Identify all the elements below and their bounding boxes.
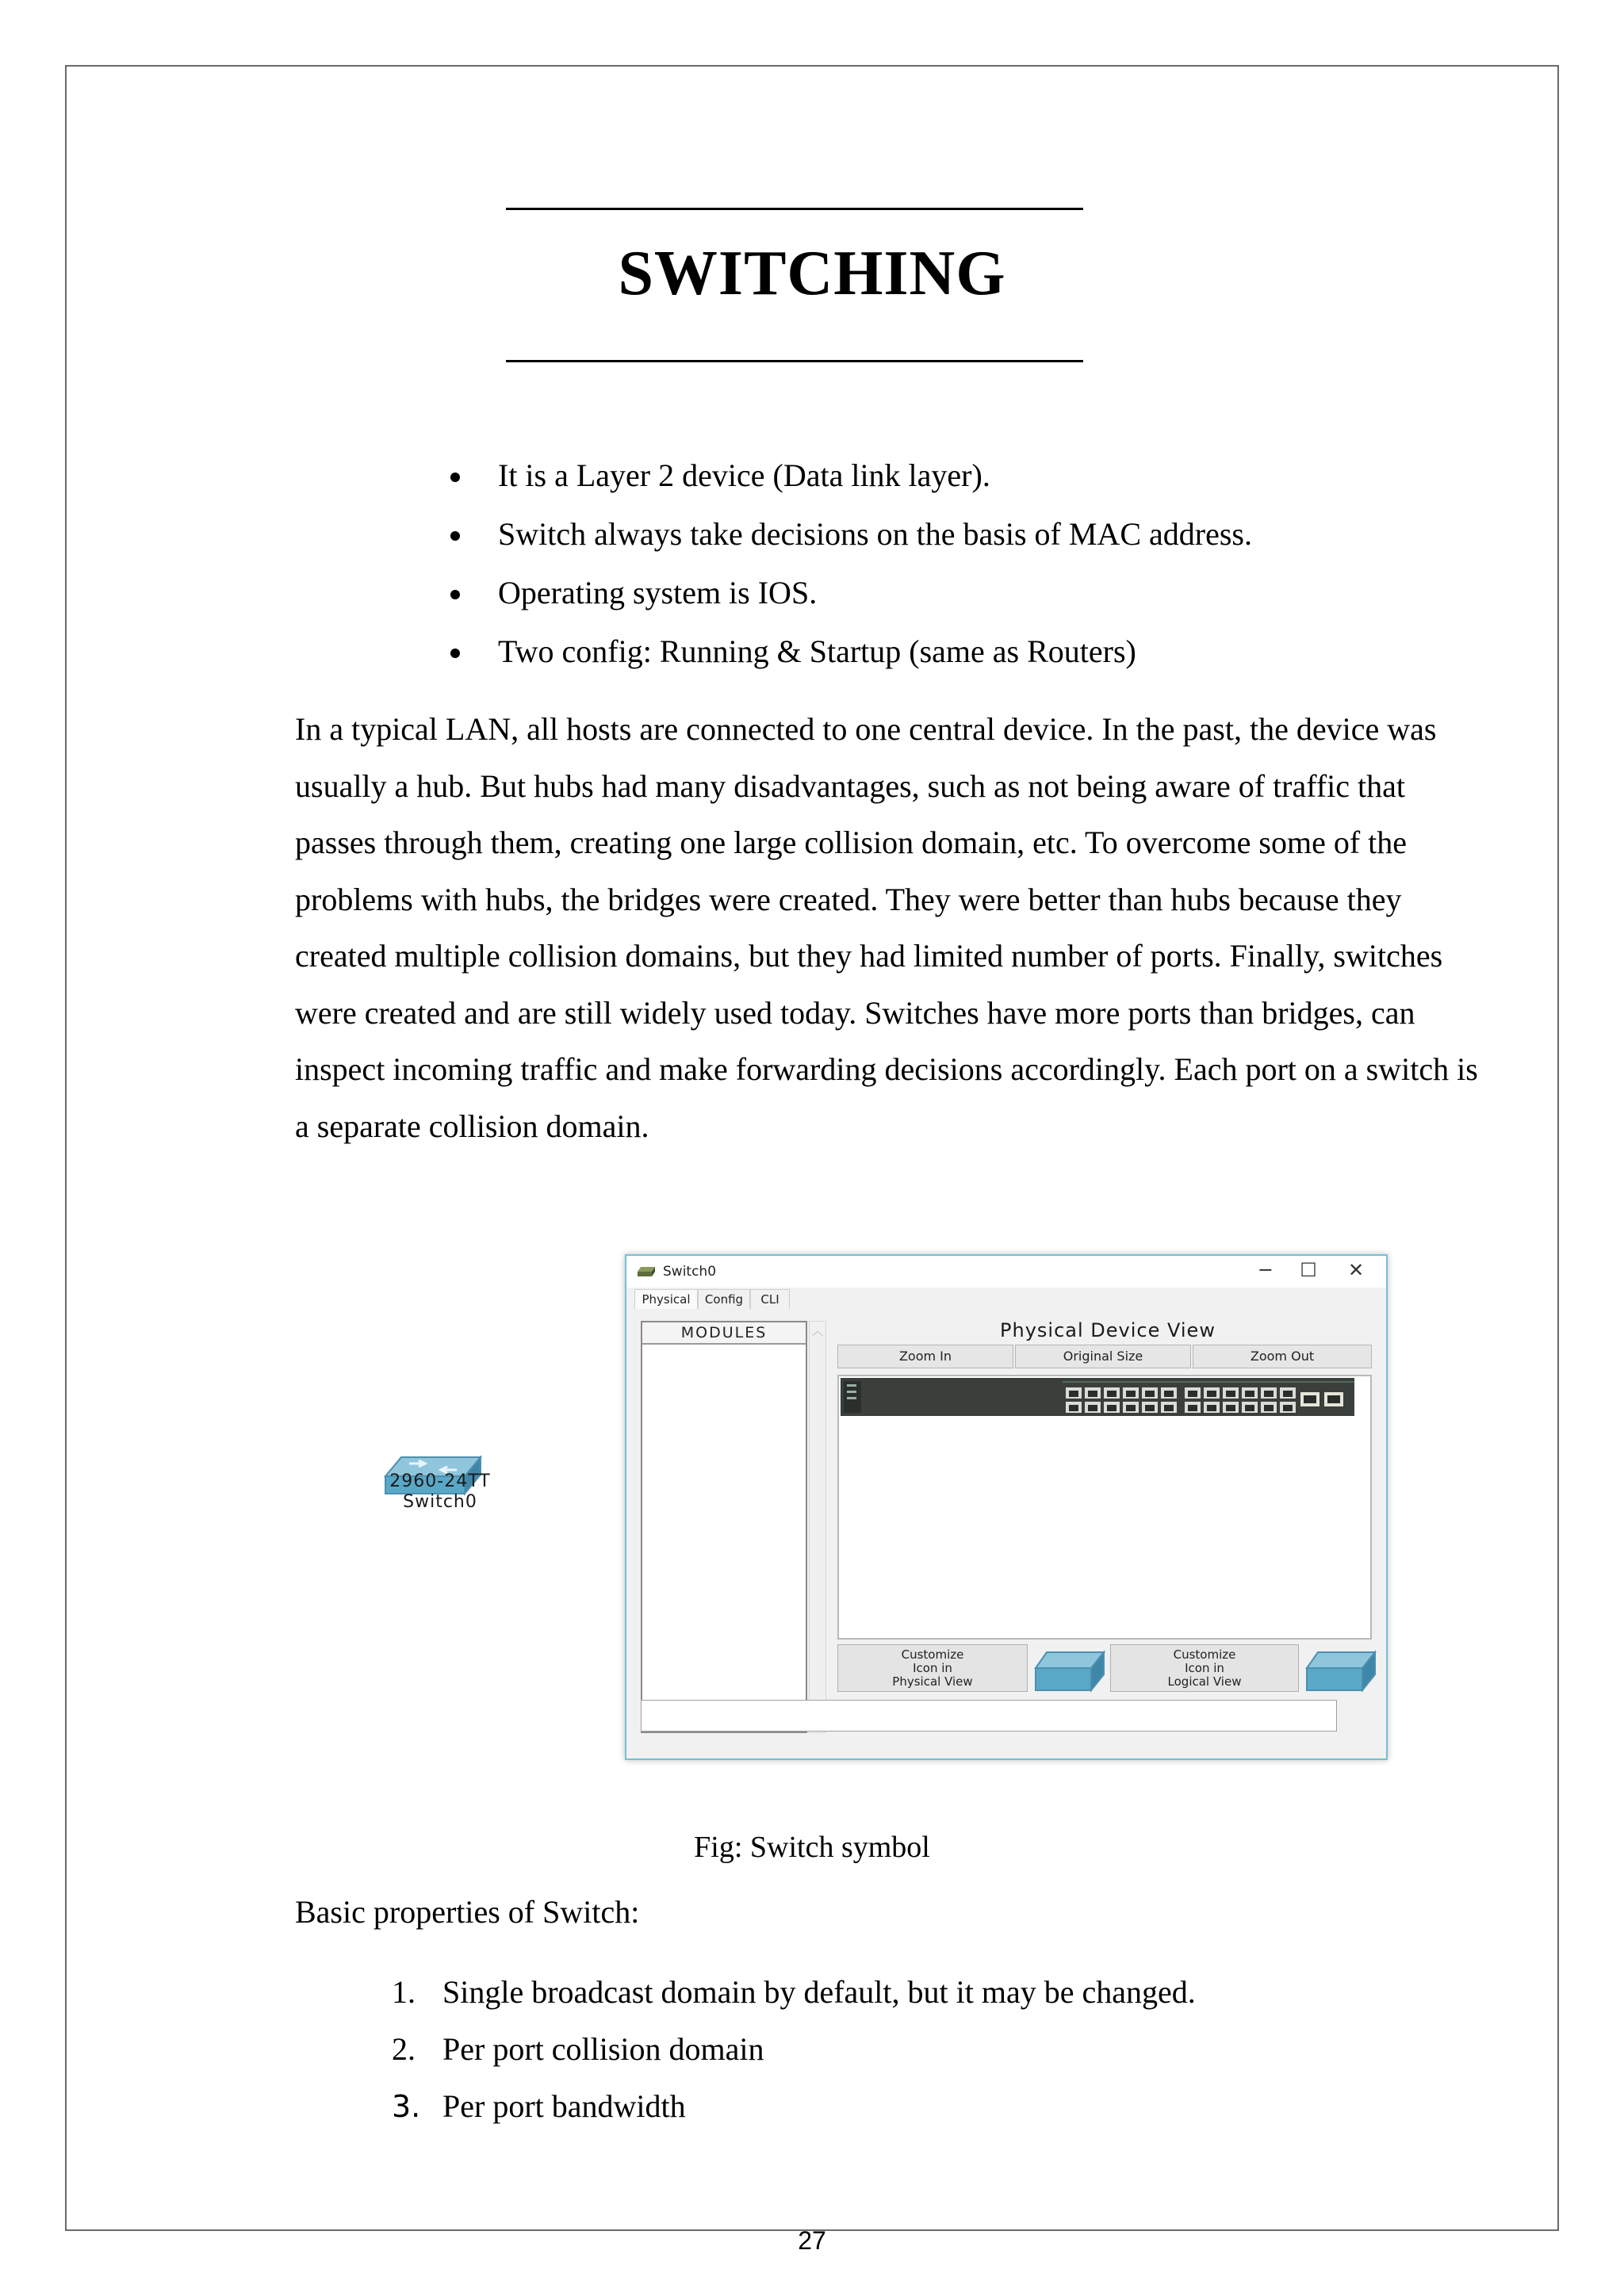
property-item: 1. Single broadcast domain by default, but it may be changed. — [392, 1974, 1196, 2010]
physical-switch-icon — [1034, 1646, 1105, 1693]
switch-model-label: 2960-24TT — [389, 1471, 491, 1491]
port-socket — [1304, 1395, 1316, 1403]
status-led — [847, 1397, 856, 1399]
physical-view-canvas[interactable] — [837, 1375, 1372, 1640]
intro-paragraph — [295, 701, 1532, 1154]
paragraph-line: usually a hub. But hubs had many disadvantages, such as not being aware of traffic that — [295, 767, 1406, 804]
zoom-out-button[interactable]: Zoom Out — [1193, 1345, 1372, 1368]
tab-config[interactable]: Config — [698, 1289, 750, 1309]
port-socket — [1145, 1405, 1155, 1411]
port-socket — [1283, 1391, 1293, 1397]
device-window — [625, 1254, 1388, 1760]
port-socket — [1264, 1391, 1274, 1397]
tab-physical[interactable]: Physical — [634, 1289, 698, 1309]
bullet-item: It is a Layer 2 device (Data link layer). — [449, 452, 1252, 511]
port-socket — [1207, 1405, 1216, 1411]
maximize-button[interactable]: ☐ — [1300, 1259, 1317, 1281]
property-item: 3. Per port bandwidth — [392, 2088, 686, 2124]
bullet-item: Switch always take decisions on the basis of MAC address. — [449, 511, 1252, 569]
minimize-button[interactable]: ─ — [1259, 1259, 1272, 1281]
physical-device-view-title: Physical Device View — [1000, 1319, 1216, 1341]
status-led — [847, 1384, 856, 1387]
figure-caption: Fig: Switch symbol — [694, 1831, 930, 1864]
paragraph-line: passes through them, creating one large collision domain, etc. To overcome some of the — [295, 825, 1408, 860]
switch-app-icon — [638, 1264, 657, 1280]
page-number: 27 — [798, 2226, 826, 2255]
customize-physical-button[interactable]: Customize Icon in Physical View — [837, 1644, 1028, 1692]
window-title: Switch0 — [663, 1264, 717, 1280]
bullet-dot-icon — [450, 473, 460, 482]
port-socket — [1188, 1405, 1197, 1411]
paragraph-line: were created and are still widely used today. Switches have more ports than bridges, can — [295, 994, 1415, 1031]
zoom-in-button[interactable]: Zoom In — [837, 1345, 1013, 1368]
switch-front-panel — [841, 1378, 1354, 1416]
port-socket — [1226, 1405, 1235, 1411]
modules-list[interactable] — [641, 1321, 807, 1733]
label-strip — [1063, 1381, 1354, 1383]
title-rule-bottom — [506, 360, 1083, 362]
properties-heading: Basic properties of Switch: — [295, 1894, 640, 1930]
status-led — [847, 1391, 856, 1393]
port-socket — [1088, 1391, 1097, 1397]
tab-cli[interactable]: CLI — [750, 1289, 790, 1309]
port-socket — [1107, 1391, 1116, 1397]
port-socket — [1264, 1405, 1274, 1411]
bullet-item: Operating system is IOS. — [449, 569, 1252, 628]
port-socket — [1126, 1405, 1136, 1411]
modules-scrollbar[interactable] — [809, 1321, 826, 1733]
paragraph-line: a separate collision domain. — [295, 1108, 649, 1144]
port-socket — [1107, 1405, 1116, 1411]
logical-switch-icon — [1305, 1646, 1377, 1693]
port-socket — [1245, 1391, 1254, 1397]
property-item: 2. Per port collision domain — [392, 2031, 764, 2067]
bullet-item: Two config: Running & Startup (same as Routers) — [449, 628, 1252, 687]
page-title: SWITCHING — [618, 239, 1006, 308]
port-socket — [1207, 1391, 1216, 1397]
paragraph-line: problems with hubs, the bridges were created. They were better than hubs because they — [295, 881, 1402, 917]
port-socket — [1188, 1391, 1197, 1397]
port-socket — [1283, 1405, 1293, 1411]
bullet-list — [449, 452, 1252, 687]
port-socket — [1088, 1405, 1097, 1411]
status-field — [641, 1700, 1337, 1732]
bullet-dot-icon — [450, 531, 460, 541]
window-titlebar — [626, 1256, 1386, 1288]
port-socket — [1245, 1405, 1254, 1411]
port-socket — [1226, 1391, 1235, 1397]
bullet-dot-icon — [450, 649, 460, 658]
title-rule-top — [506, 208, 1083, 210]
bullet-dot-icon — [450, 590, 460, 599]
port-socket — [1164, 1405, 1174, 1411]
port-socket — [1164, 1391, 1174, 1397]
port-socket — [1069, 1391, 1078, 1397]
scroll-up-icon[interactable]: ︿ — [812, 1326, 823, 1338]
original-size-button[interactable]: Original Size — [1015, 1345, 1191, 1368]
port-socket — [1145, 1391, 1155, 1397]
customize-logical-button[interactable]: Customize Icon in Logical View — [1110, 1644, 1299, 1692]
paragraph-line: inspect incoming traffic and make forwarding decisions accordingly. Each port on a switch is — [295, 1051, 1478, 1087]
modules-header: MODULES — [642, 1322, 806, 1345]
paragraph-line: created multiple collision domains, but they had limited number of ports. Finally, switches — [295, 938, 1443, 974]
close-button[interactable]: ✕ — [1347, 1259, 1365, 1281]
switch-name-label: Switch0 — [403, 1492, 477, 1512]
port-socket — [1126, 1391, 1136, 1397]
port-socket — [1327, 1395, 1340, 1403]
port-socket — [1069, 1405, 1078, 1411]
paragraph-line: In a typical LAN, all hosts are connected to one central device. In the past, the device was — [295, 711, 1437, 747]
properties-list — [389, 1966, 1196, 2137]
